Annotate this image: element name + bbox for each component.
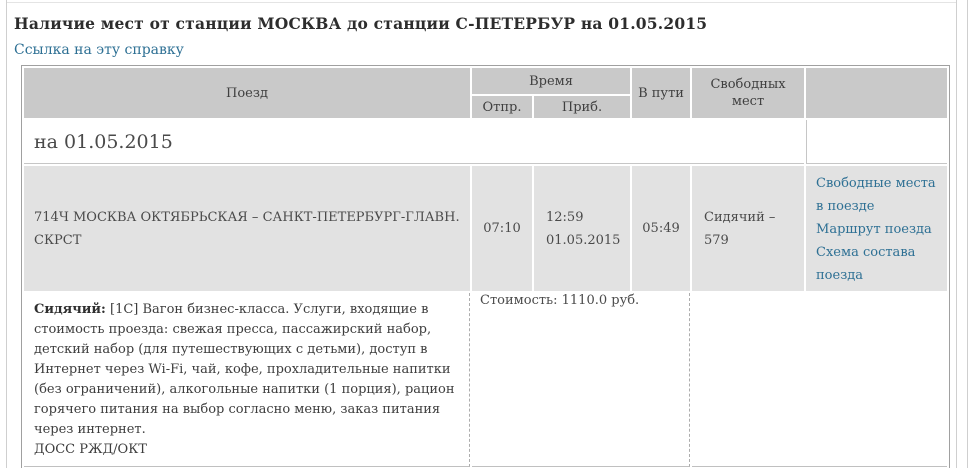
train-name: 714Ч МОСКВА ОКТЯБРЬСКАЯ – САНКТ-ПЕТЕРБУРГ-ГЛАВН. СКРСТ bbox=[24, 166, 470, 291]
column-header-actions-empty bbox=[806, 68, 947, 118]
header-row-1 bbox=[24, 68, 947, 94]
column-header-departure: Отпр. bbox=[472, 96, 532, 118]
seat-class-label: Сидячий: bbox=[34, 302, 106, 317]
date-group-label: на 01.05.2015 bbox=[24, 120, 804, 164]
train-composition-link[interactable]: Схема состава поезда bbox=[816, 245, 916, 283]
column-header-time: Время bbox=[472, 68, 630, 94]
reference-link[interactable]: Ссылка на эту справку bbox=[14, 42, 184, 58]
date-group-empty-cell bbox=[806, 120, 947, 164]
arrival-time: 12:59 bbox=[546, 209, 584, 225]
arrival-cell bbox=[534, 166, 630, 291]
column-header-train: Поезд bbox=[24, 68, 470, 118]
train-actions bbox=[806, 166, 947, 291]
seat-class-description-cell bbox=[24, 293, 470, 467]
arrival-date: 01.05.2015 bbox=[546, 232, 621, 248]
seat-class-row bbox=[24, 293, 947, 467]
availability-table bbox=[21, 65, 950, 468]
departure-time: 07:10 bbox=[472, 166, 532, 291]
train-row bbox=[24, 166, 947, 291]
column-header-duration: В пути bbox=[632, 68, 690, 118]
free-seats-link[interactable]: Свободные места в поезде bbox=[816, 176, 936, 214]
free-seats-summary: Сидячий – 579 bbox=[692, 166, 804, 291]
page-right-border-inner bbox=[956, 0, 957, 468]
column-header-free-seats: Свободных мест bbox=[692, 68, 804, 118]
price-label: Стоимость: 1110.0 руб. bbox=[472, 293, 690, 467]
carrier-label: ДОСС РЖД/ОКТ bbox=[34, 442, 147, 457]
seat-class-services: [1C] Вагон бизнес-класса. Услуги, входящие в стоимость проезда: свежая пресса, пассажирский набор, детский набор (для путешествующих с детьми), доступ в Интернет через Wi-Fi, чай, кофе, прохладительные напитки (без ограничений), алкогольные напитки (1 порция), рацион горячего питания на выбор согласно меню, заказ питания через интернет. bbox=[34, 302, 455, 437]
trip-duration: 05:49 bbox=[632, 166, 690, 291]
page-right-border-outer bbox=[967, 0, 968, 468]
page-title: Наличие мест от станции МОСКВА до станции С-ПЕТЕРБУР на 01.05.2015 bbox=[14, 14, 708, 33]
seat-class-description bbox=[34, 300, 459, 440]
route-link[interactable]: Маршрут поезда bbox=[816, 222, 932, 237]
column-header-arrival: Приб. bbox=[534, 96, 630, 118]
class-row-empty-cell bbox=[692, 293, 947, 467]
date-group-row bbox=[24, 120, 947, 164]
